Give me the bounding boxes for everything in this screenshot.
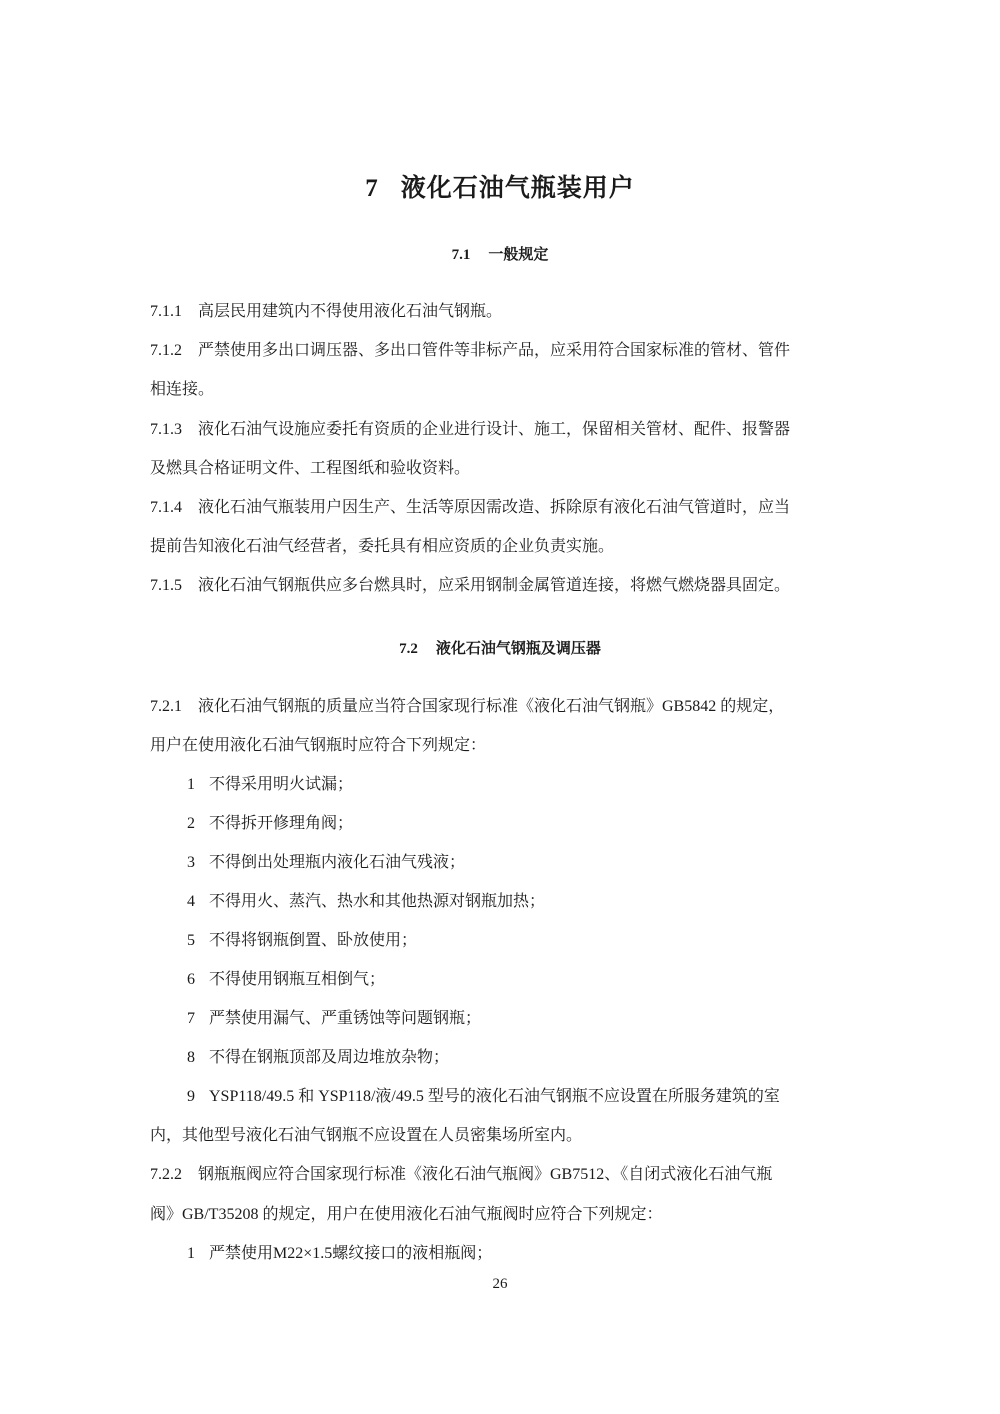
list-item: 1 严禁使用M22×1.5螺纹接口的液相瓶阀；: [187, 1245, 493, 1262]
list-item-continuation: 内，其他型号液化石油气钢瓶不应设置在人员密集场所室内。: [150, 1127, 583, 1144]
clause-line: 7.2.1 液化石油气钢瓶的质量应当符合国家现行标准《液化石油气钢瓶》GB5842 的规定，: [150, 698, 785, 715]
clause-line: 7.1.2 严禁使用多出口调压器、多出口管件等非标产品，应采用符合国家标准的管材、管件: [150, 342, 791, 359]
chapter-title: [0, 168, 1000, 204]
clause-line: 及燃具合格证明文件、工程图纸和验收资料。: [150, 460, 471, 477]
list-item: 6 不得使用钢瓶互相倒气；: [187, 971, 386, 988]
chapter-number: 7: [365, 175, 379, 202]
list-item: 3 不得倒出处理瓶内液化石油气残液；: [187, 854, 466, 871]
section-title: 7.1 一般规定: [451, 245, 549, 263]
clause-line: 7.2.2 钢瓶瓶阀应符合国家现行标准《液化石油气瓶阀》GB7512、《自闭式液化石油气瓶: [150, 1166, 773, 1183]
clause-line: 7.1.5 液化石油气钢瓶供应多台燃具时，应采用钢制金属管道连接，将燃气燃烧器具固定。: [150, 577, 791, 594]
clause-line: 7.1.3 液化石油气设施应委托有资质的企业进行设计、施工，保留相关管材、配件、报警器: [150, 421, 791, 438]
clause-line: 7.1.4 液化石油气瓶装用户因生产、生活等原因需改造、拆除原有液化石油气管道时，应当: [150, 499, 791, 516]
list-item: 5 不得将钢瓶倒置、卧放使用；: [187, 932, 418, 949]
section-title: 7.2 液化石油气钢瓶及调压器: [399, 639, 601, 657]
clause-line: 用户在使用液化石油气钢瓶时应符合下列规定：: [150, 737, 487, 754]
clause-line: 提前告知液化石油气经营者，委托具有相应资质的企业负责实施。: [150, 538, 615, 555]
list-item: 8 不得在钢瓶顶部及周边堆放杂物；: [187, 1049, 450, 1066]
list-item: 9 YSP118/49.5 和 YSP118/液/49.5 型号的液化石油气钢瓶不应设置在所服务建筑的室: [187, 1088, 780, 1105]
list-item: 2 不得拆开修理角阀；: [187, 815, 354, 832]
clause-line: 7.1.1 高层民用建筑内不得使用液化石油气钢瓶。: [150, 303, 503, 320]
list-item: 4 不得用火、蒸汽、热水和其他热源对钢瓶加热；: [187, 893, 546, 910]
chapter-title-text: 液化石油气瓶装用户: [400, 173, 635, 202]
list-item: 1 不得采用明火试漏；: [187, 776, 354, 793]
list-item: 7 严禁使用漏气、严重锈蚀等问题钢瓶；: [187, 1010, 482, 1027]
page-number: 26: [492, 1276, 508, 1292]
clause-line: 阀》GB/T35208 的规定，用户在使用液化石油气瓶阀时应符合下列规定：: [150, 1206, 663, 1223]
clause-line: 相连接。: [150, 381, 215, 398]
